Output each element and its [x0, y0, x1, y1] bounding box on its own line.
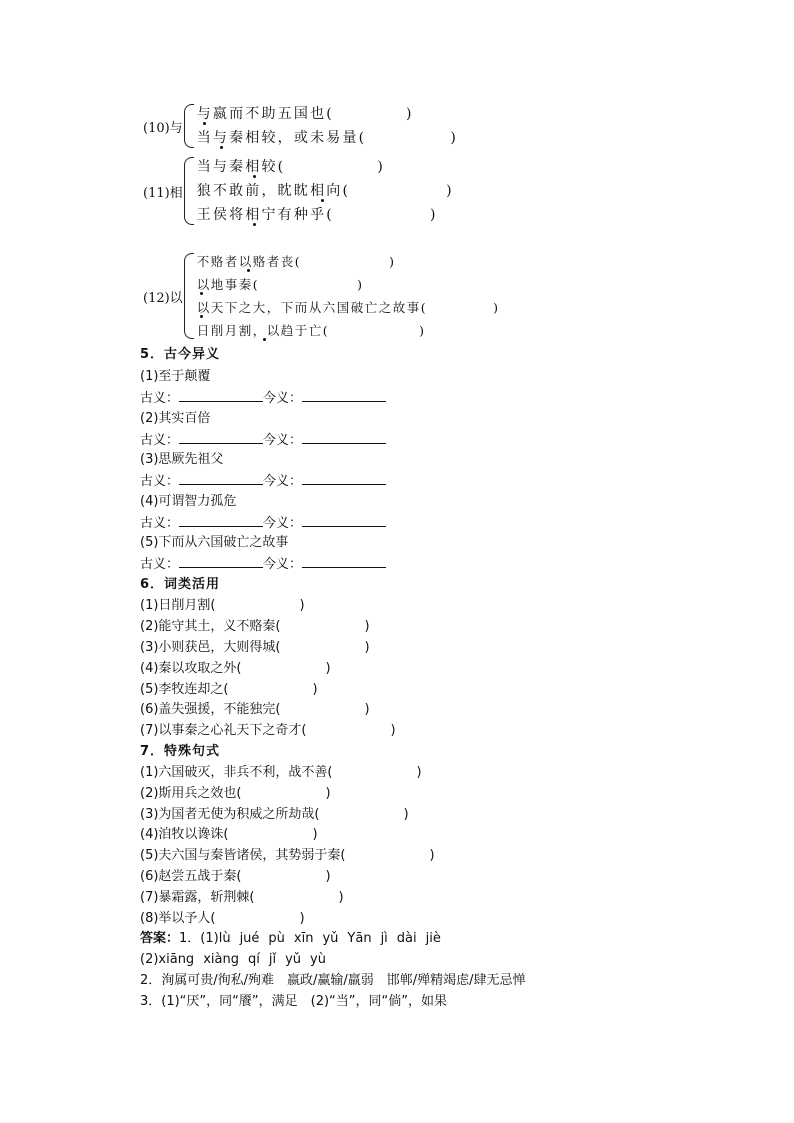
- usage-line: [197, 155, 454, 179]
- jin-label: 今义：: [263, 474, 303, 489]
- meaning-answer-line: [140, 555, 386, 574]
- section-heading: 6．词类活用: [140, 577, 221, 592]
- emphasis-dot: [263, 338, 266, 341]
- emphasis-dot: [200, 315, 203, 318]
- answer-blank[interactable]: [302, 389, 386, 402]
- meaning-answer-line: [140, 389, 386, 408]
- answer-line-2: [140, 951, 335, 969]
- pinyin-syllable: jiè: [425, 931, 441, 946]
- answer-line-3: 2．洵属可贵/徇私/殉难 嬴政/赢输/羸弱 邯郸/殚精竭虑/肆无忌惮: [140, 973, 526, 988]
- usage-text: 与嬴而不助五国也(: [196, 106, 334, 122]
- close-paren: ): [377, 159, 386, 175]
- group-label: (10)与: [143, 120, 183, 136]
- list-item: (4)洎牧以谗诛( ): [140, 827, 318, 842]
- close-paren: ): [419, 323, 426, 338]
- list-item: (1)六国破灭，非兵不利，战不善( ): [140, 765, 422, 780]
- pinyin-syllable: jì: [380, 931, 388, 946]
- close-paren: ): [493, 300, 500, 315]
- answer-blank[interactable]: [179, 472, 263, 485]
- list-item: (2)其实百倍: [140, 411, 211, 426]
- list-item: (6)盖失强援，不能独完( ): [140, 702, 370, 717]
- pinyin-syllable: xiāng: [158, 952, 195, 967]
- emphasis-dot: [253, 223, 256, 226]
- list-item: (5)下而从六国破亡之故事: [140, 535, 289, 550]
- meaning-answer-line: [140, 472, 386, 491]
- list-item: (7)暴霜露，斩荆棘( ): [140, 890, 344, 905]
- answer-prefix: (2): [140, 952, 159, 967]
- answer-label: 答案：: [140, 931, 180, 946]
- list-item: (2)斯用兵之效也( ): [140, 786, 331, 801]
- function-word-group-xiang: [143, 155, 454, 227]
- usage-line: [197, 203, 454, 227]
- pinyin-syllable: pù: [268, 931, 285, 946]
- close-paren: ): [389, 254, 396, 269]
- pinyin-syllable: Yān: [347, 931, 372, 946]
- usage-text: 当与秦相较(: [196, 159, 286, 175]
- jin-label: 今义：: [263, 433, 303, 448]
- meaning-answer-line: [140, 431, 386, 450]
- pinyin-syllable: yǔ: [285, 952, 301, 967]
- group-lines: [197, 102, 458, 150]
- jin-label: 今义：: [263, 557, 303, 572]
- usage-text: 狼不敢前，眈眈相向(: [196, 183, 351, 199]
- pinyin-syllable: xiàng: [203, 952, 239, 967]
- jin-label: 今义：: [263, 516, 303, 531]
- usage-line: [197, 102, 458, 126]
- list-item: (5)夫六国与秦皆诸侯，其势弱于秦( ): [140, 848, 435, 863]
- group-label: (11)相: [143, 185, 183, 201]
- answer-blank[interactable]: [302, 472, 386, 485]
- pinyin-syllable: jǐ: [268, 952, 277, 967]
- left-brace: [184, 253, 194, 339]
- answer-blank[interactable]: [302, 431, 386, 444]
- usage-text: 王侯将相宁有种乎(: [196, 207, 334, 223]
- close-paren: ): [429, 207, 438, 223]
- function-word-group-yu: [143, 102, 458, 150]
- pinyin-syllable: qí: [247, 952, 260, 967]
- pinyin-syllable: jué: [239, 931, 260, 946]
- emphasis-dot: [247, 269, 250, 272]
- usage-line: [197, 273, 500, 296]
- gu-label: 古义：: [140, 433, 180, 448]
- gu-label: 古义：: [140, 391, 180, 406]
- answer-blank[interactable]: [179, 431, 263, 444]
- usage-line: [197, 250, 500, 273]
- list-item: (2)能守其土，义不赂秦( ): [140, 619, 370, 634]
- close-paren: ): [450, 130, 459, 146]
- pinyin-list: [158, 952, 335, 967]
- jin-label: 今义：: [263, 391, 303, 406]
- gu-label: 古义：: [140, 557, 180, 572]
- usage-text: 当与秦相较，或未易量(: [196, 130, 367, 146]
- answer-prefix: 1．(1): [179, 931, 219, 946]
- list-item: (4)秦以攻取之外( ): [140, 661, 331, 676]
- section-heading: 7．特殊句式: [140, 744, 221, 759]
- usage-line: [197, 296, 500, 319]
- list-item: (1)日削月割( ): [140, 598, 305, 613]
- answer-blank[interactable]: [302, 514, 386, 527]
- emphasis-dot: [220, 146, 223, 149]
- emphasis-dot: [321, 199, 324, 202]
- usage-text: 以天下之大，下而从六国破亡之故事(: [196, 300, 428, 315]
- close-paren: ): [446, 183, 454, 199]
- left-brace: [184, 157, 194, 225]
- group-lines: [197, 250, 500, 342]
- answer-line-4: 3．(1)“厌”，同“餍”，满足 (2)“当”，同“倘”，如果: [140, 994, 447, 1009]
- left-brace: [184, 104, 194, 148]
- gu-label: 古义：: [140, 474, 180, 489]
- group-lines: [197, 155, 454, 227]
- usage-text: 日削月割，以趋于亡(: [196, 323, 330, 338]
- answer-line-1: [140, 930, 450, 948]
- section-heading: 5．古今异义: [140, 347, 221, 362]
- list-item: (7)以事秦之心礼天下之奇才( ): [140, 723, 396, 738]
- pinyin-syllable: xīn: [293, 931, 314, 946]
- emphasis-dot: [200, 292, 203, 295]
- usage-line: [197, 126, 458, 150]
- pinyin-syllable: yù: [310, 952, 326, 967]
- gu-label: 古义：: [140, 516, 180, 531]
- close-paren: ): [405, 106, 414, 122]
- list-item: (3)思厥先祖父: [140, 452, 224, 467]
- pinyin-syllable: yǔ: [322, 931, 339, 946]
- list-item: (5)李牧连却之( ): [140, 682, 318, 697]
- function-word-group-yi: [143, 250, 499, 342]
- meaning-answer-line: [140, 514, 386, 533]
- emphasis-dot: [253, 175, 256, 178]
- list-item: (3)小则获邑，大则得城( ): [140, 640, 370, 655]
- group-label: (12)以: [143, 290, 183, 306]
- answer-blank[interactable]: [179, 514, 263, 527]
- answer-blank[interactable]: [179, 555, 263, 568]
- pinyin-syllable: dài: [396, 931, 417, 946]
- list-item: (6)赵尝五战于秦( ): [140, 869, 331, 884]
- list-item: (4)可谓智力孤危: [140, 494, 237, 509]
- usage-text: 不赂者以赂者丧(: [196, 254, 302, 269]
- usage-line: [197, 179, 454, 203]
- list-item: (1)至于颠覆: [140, 369, 211, 384]
- usage-text: 以地事秦(: [196, 277, 260, 292]
- list-item: (8)举以予人( ): [140, 911, 305, 926]
- pinyin-list: [219, 931, 450, 946]
- emphasis-dot: [203, 122, 206, 125]
- list-item: (3)为国者无使为积威之所劫哉( ): [140, 807, 409, 822]
- usage-line: [197, 319, 500, 342]
- answer-blank[interactable]: [302, 555, 386, 568]
- answer-blank[interactable]: [179, 389, 263, 402]
- close-paren: ): [357, 277, 364, 292]
- pinyin-syllable: lù: [218, 931, 231, 946]
